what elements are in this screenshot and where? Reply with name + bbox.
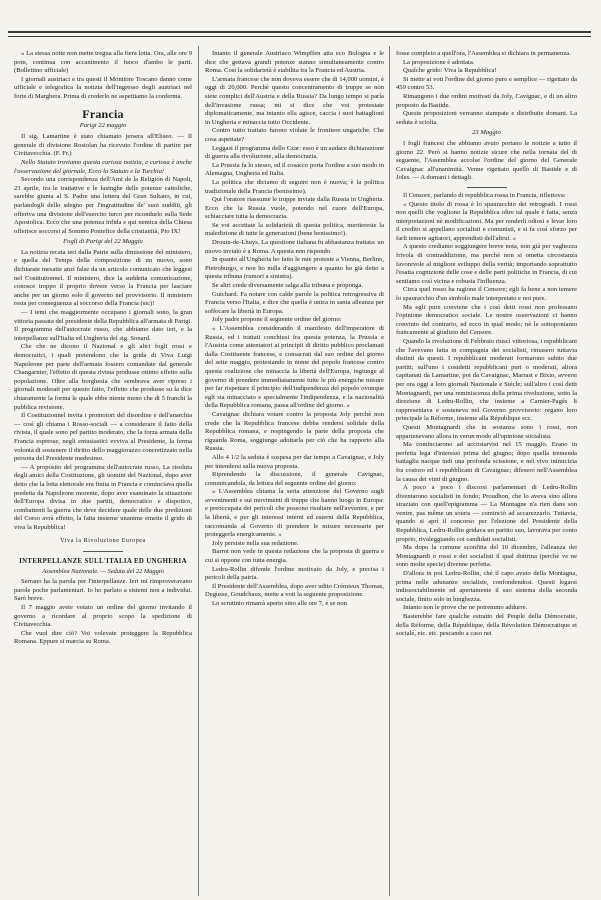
section-heading-francia: Francia — [82, 106, 124, 121]
paragraph: Nello Statuto troviamo questa curiosa notizia, e curiosa è anche l'osservazione del giornale, Ecco la Statuto e la Turchia! — [14, 158, 192, 175]
paragraph: Ma cominciarono ad accostarvisi nel 15 maggio. Erano in perfetta lega d'interessi prima del giugno; dopo quella tremenda battaglia nacque indi una profonda scissione, e nel vivo inimicizia fra costoro ed i repubblicani di Cavaignac; difesero nell'Assemblea la causa dei vinti di giugno. — [396, 441, 577, 483]
paragraph: Guichard. Fa notare con calde parole la politica retrogressiva di Francia verso l'Italia, e dice che quella è unica in santa alleanza per soffocare la libertà in Europa. — [205, 290, 384, 315]
paragraph: Se voi accettate la solidarietà di questa politica, meritereste la maledizione di tutte le generazioni (bene benissimo!). — [205, 221, 384, 238]
paragraph: Se altri crede diversamente salga alla tribuna e proponga. — [212, 282, 364, 290]
paragraph: Il Censore, parlando di repubblica rossa in Francia, riflettova: — [403, 191, 566, 199]
paragraph: Ma egli pure conviene che i così detti rossi non professano l'opinione democratico sociale. Le nostre osservazioni ci hanno convinto del contrario, ed ecco in qual modo; nè le sottoponiamo francamente al giudizio del Censore. — [396, 303, 577, 337]
divider — [83, 551, 123, 552]
paragraph: I giornali austriaci e tra questi il Monitore Toscano danno come ufficiale e telegrafica la notizia dell'ingresso degli austriaci nel forte di Marghera. Prima di crederlo ne aspettiamo la conferma. — [14, 75, 192, 100]
column-3 — [396, 50, 577, 896]
paragraph: Rimangono i due ordini motivati da Joly, Cavignac, e di un altro proposto da Bastide. — [396, 92, 577, 109]
paragraph: La Prussia fa lo stesso, ed il cosacco porta l'ordine a suo modo in Alemagna, Ungheria ed Italia. — [205, 161, 384, 178]
paragraph: Joly padre propone il seguente ordine del giorno: — [212, 316, 342, 324]
paragraph: Riprendendo la discussione, il generale Cavignac, comunicandola, da lettura del seguente ordine del giorno: — [205, 471, 384, 487]
paragraph: — I temi che maggiormente occupano i giornali sono, la gran vittoria passata del presidente della Repubblica all'armata di Parigi. Il programma dell'autocrate russo, che abbiamo dato ieri, e la interpellanze sull'Italia ed Ungheria del sig. Sonard. — [14, 309, 192, 342]
paragraph: Qui l'oratore riassume le truppe inviate dalla Russia in Ungheria. Ecco che la Russia vuole, potendo nel cuore dell'Europa, schiacciare tutta la democrazia. — [205, 196, 384, 221]
paragraph: Serrano ha la parola per l'interpellanze. Ieri mi rimproveravano parole poche parlamentari. Io ho parlato a sistemi non a individui. Sarò breve. — [14, 578, 192, 603]
paragraph: Il Costituzionnel invita i promotori del disordine e dell'anarchia — così gli chiama i Rosso-sociali — a considerare il fatto della rivista, il quale sono pel partito moderato, che la forza armata della Francia espresse, negli entusiastici evviva al Presidente, la ferma volontà di sostenere il diritto dello maggiorazzo concretizzato nella persona del Presidente medesimo. — [14, 412, 192, 463]
divider — [467, 187, 507, 188]
paragraph: Ledru-Rollin difende l'ordine motivato da Joly, e precisa i pericoli della patria. — [205, 565, 384, 582]
paragraph: Cavaignac dichiara votare contro la proposta Joly perchè non crede che la Repubblica francese debba rendersi solidale della Repubblica romana, e respingendo la parte della proposta che riguarda Roma, soggiunge adottarla per ciò che ha rapporto alla Russia. — [205, 410, 384, 453]
dateline: Parigi 22 maggio — [79, 121, 127, 129]
column-1 — [14, 50, 192, 896]
paragraph: Basterebbe fare qualche estratto del Peuple della Démocratie, della Réforme, della République, della Révolution Démocratique et sociale, etc. etc. pescando a caso nei — [396, 613, 577, 638]
paragraph: D'allora in poi Ledru-Rollin, chè il capo avuto della Montagna, prima nelle adunanze socialiste, confondendosi. Questi legarsi indissociabilmente ed apertamente il suo sistema della seconda sociale, finito solo in lunghezza. — [396, 570, 577, 603]
paragraph: Contro tutto trattato furono violate le frontiere ungariche. Che cosa aspettate? — [205, 127, 384, 143]
column-separator — [198, 46, 199, 896]
paragraph: Leggasi il programma dello Czar: esso è un audace dichiarazione di guerra alla rivoluzione, alla democrazia. — [205, 144, 384, 161]
paragraph: Barrot non vede in questa redazione che la proposta di guerra e cui si oppone con tutta energia. — [205, 548, 384, 565]
paragraph: Ma dopo la comune sconfitta del 10 dicembre, l'alleanza dei Montagnardi o rossi e dei socialisti il qual dottrina (perchè ve ne sono molte specie) divenne perfetta. — [396, 544, 577, 569]
paragraph: Allo 4 1/2 la seduta è sospesa per dar tempo a Cavaignac, e Joly per intendersi sulla nuova proposta. — [205, 453, 384, 470]
paragraph: Secondo una corrispondenza dell'Ami de la Religion di Napoli, 23 aprile, tra le trattative e le lusinghe delle potenze cattoliche, sarebbe giunta al S. Padre una lettera del Gran Sultano, in cui, parlandogli dello sdegno per l'ingratitudine de' suoi sudditi, gli offeriva una divisione dell'esercito turco per ricondurlo sulla Sede Apostolica. Ecco che una potenza infida e qui nemica della Chiesa offerisce soccorsi al Sommo Pontefice della cristianità, Pio IX! — [14, 176, 192, 235]
paragraph: La politica che diciamo di seguire non è nuova; è la politica tradizionale della Francia (benissimo). — [205, 178, 384, 195]
paragraph: I fogli francesi che abbiamo avuto portano le notizie a tutto il giorno 22. Però si hanno notizie sicure che nella tornata del di seguente, l'Assemblea accolse l'ordine del giorno del Generale Cavaignac all'unanimità. Venne rigettato quello di Bastide e di Joles. — A domani i dettagli. — [396, 139, 577, 182]
paragraph: — A proposito del programma dell'autocrate russo, La risoluta degli amici della Costituzione, gli uomini del Nazional, dopo aver detto che la lotta elettorale era finita in Francia e cominciava quella predetta da Napoleone morente, dopo aver esaminato la situazione dell'Europa divisa in due partiti, democratico e dispotico, combattenti la guerra che deve decidere quale delle due predizioni del Corso avrà effetto, la fatta insieme unanime emette il grido di viva la Repubblica! — [14, 463, 192, 531]
dateline: Fogli di Parigi del 22 Maggio — [63, 238, 143, 246]
paragraph: Qualche grido: Viva la Repubblica! — [403, 67, 497, 75]
closing-motto: Viva la Rivoluzione Europea — [60, 538, 146, 545]
column-separator — [389, 46, 390, 896]
paragraph: L'armata francese che non doveva essere che di 14,000 uomini, è oggi di 20,000. Perchè questo concentramento di truppe se non siete complici dell'Austria e della Russia? Da lungo tempo si parla dell'invasione russa; mi si dice che voi protestate diplomaticamente, ma intanto ella agisce, caccia i suoi battaglioni in Ungheria e minaccia tutto Occidente. — [205, 75, 384, 126]
session-line: Assemblea Nazionale. — Seduta del 22 Maggio — [42, 567, 164, 575]
paragraph: Circa quel rosso ha ragione il Censore; egli fa bene a non temere lo spauracchio d'un simbolo male interpretato e noi pure. — [396, 286, 577, 303]
paragraph: « L'Assemblea chiama la seria attenzione del Governo sugli avvenimenti e sui movimenti di truppe che hanno luogo in Europa: e preoccupata dei pericoli che possono risultare nell'avvenire, e per la libertà, e per gli interessi interni ed esterni della Repubblica, raccomanda al Governo di prendere le misure necessarie per proteggerla energicamente. » — [205, 488, 384, 539]
paragraph: Queste proposizioni verranno stampate e distribuite domani. La seduta è sciolta. — [396, 110, 577, 126]
paragraph: In quanto all'Ungheria ho fatto le mie proteste a Vienna, Berlino, Pietroburgo, e non ho nulla d'aggiungere a quanto ho già detto a questa tribuna (rumori a sinistra). — [205, 256, 384, 281]
paragraph: Il Presidente dell'Assemblea, dopo aver udito Crémieux Thomas, Degusse, Goudchaux, mette a voti la seguente proposizione. — [205, 582, 384, 599]
paragraph: fosse completo a quell'ora, l'Assemblea si dichiara in permanenza. — [396, 50, 571, 57]
top-rule-thin — [8, 36, 591, 37]
column-2 — [205, 50, 384, 896]
paragraph: Si mette ai voti l'ordine del giorno puro e semplice — rigettato da 459 contro 53. — [396, 75, 577, 92]
paragraph: Che vuol dire ciò? Voi volevate proteggere la Repubblica Romana. Eppure si marcia su Roma. — [14, 629, 192, 646]
top-rule — [8, 31, 591, 33]
paragraph: Drouin-de-Lhuys. La questione italiana fu abbastanza trattata: un nuovo inviato è a Roma. A questa non rispondo. — [205, 239, 384, 255]
section-heading-interpellanze: INTERPELLANZE SULL'ITALIA ED UNGHERIA — [19, 558, 187, 566]
paragraph: Questi Montagnardi che in sostanza sono i rossi, non appartenevano allora in verun modo all'opinione socialista. — [396, 423, 577, 440]
paragraph: « Questo titolo di rossa è lo spauracchio dei retrogradi. I rossi non quelli che vogliono la Repubblica oltre tal quale è fatta, senza interpretazioni nè modificazioni. Ma per renderli odiosi e levar loro il credito si appellano socialisti e comunisti, e si fa così sforzo per farli temere agitatori, apprendisti dell'altrui. » — [396, 200, 577, 242]
paragraph: Il 7 maggio avete votato un ordine del giorno invitando il governo a ricordare al proprio scopo la spedizione di Civitavecchia. — [14, 604, 192, 629]
paragraph: Che che ne dicono il Nazional e gli altri fogli rossi e democratici, i quali pretendono che la grida di Viva Luigi Napoleone per parte dell'armata fossero comandate dal generale Changarnier, l'effetto di questa rivista produsse ottimo effetto sulla popolazione. Oltre alla borghesia che sembrava aver ripreso i giornali moderati per questo fatto, l'effetto che produsse su la dice chiaramente la forma le quale ebbe niente meno che di 5 franchi la pubblica revisione. — [14, 343, 192, 411]
paragraph: A poco a poco i discorsi parlamentari di Ledru-Rollin diventarono socialisti in fondo; Proudhon, che lo aveva sino allora straziato con quell'epigramma — La Montagne n'a rien dans son ventre, pas même un souris — cominciò ad accarezzarlo. Tuttavia, quando si aprì il concorso per l'elezione del Presidente della Repubblica, Ledru-Rollin gridava un partito suo, lavorava per conto proprio, rivaleggiando coi candidati socialisti. — [396, 484, 577, 543]
paragraph: Intanto non le prove che ne potremmo addurre. — [403, 604, 528, 612]
paragraph: Intanto il generale Austriaco Wimpffen atta eco Bologna e le dice che gettava grandi potenze stanno simultaneamente contro Roma. Così la solidarietà è stabilita tra la Francia ed Austria. — [205, 50, 384, 75]
paragraph: Joly persiste nella sua redazione. — [212, 539, 299, 547]
paragraph: Lo scrutinio rimarrà aperto sino alle ore 7, e se non — [212, 600, 347, 607]
paragraph: « L'Assemblea considerando il manifesto dell'imperatore di Russia, ed i trattati conchiusi fra questa potenza, la Prussia e l'Austria come attentatori ai principii di diritto pubblico proclamati dalla Costituente francese, e consacrati dal suo ordine del giorno del sette maggio, protestando in nome del popolo francese contro questa coalizione che minaccia la libertà dell'Europa, ingiunge al governo di prendere immediatamente tutte le più energiche misure per far rispettare il principio dell'indipendenza del popolo ovunque egli sia minacciato e specialmente l'indipendenza, e la nazionalità della Repubblica romana, passa all'ordine del giorno. » — [205, 325, 384, 410]
paragraph: « La stessa notte non mette tregua alla fiera lotta. Ora, alle ore 9 pom, continua con accanimento il fuoco d'ambo le parti. (Bollettino ufficiale) — [14, 50, 192, 75]
paragraph: Il sig. Lamartine è stato chiamato jersera all'Eliseo. — Il generale di divisione Rostolan ha ricevuto l'ordine di partire per Civitavecchia. (F. Fr.) — [14, 133, 192, 158]
paragraph: La proposizione è adottata. — [403, 58, 475, 66]
paragraph: A questo crediamo soggiungere breve nota, non già per vaghezza frivola di contraddizione, ma perchè non si ometta circostanza favorevole al migliore sviluppo della verità; importando soprattutto l'esatta cognizione delle cose e delle parti politiche in Francia, di cui sentiamo così vicina e robusta l'influenza. — [396, 243, 577, 285]
dateline: 23 Maggio — [472, 129, 501, 137]
paragraph: La notizia recata ieri dalla Patrie sulla dimissione del ministero, e quella del Temps della composizione di un nuovo, sono dichiarate inesatte anzi false da un articolo comunicato che leggesi nel Costitutionnel. Il ministero, dice la suddetta comunicazione, conosce troppo il proprio dovere verso la Francia per lasciare anche per un giorno solo il governo nel provvisorio. Il ministero resta per conseguenza al soccorso della Francia (sic)! — [14, 248, 192, 308]
paragraph: Quando la rivoluzione di Febbraio riuscì vittoriosa, i repubblicani che l'avevano fatta in compagnia dei socialisti, rimasero tuttavia distinti da questi. I repubblicani moderati formarono subito due partiti; sull'uno i cosidetti repubblicani puri o moderati, aliora capitanati da Lamartine, poi da Cavaignac, Marrast e Bixio, avversi per ora oggi a loro giornali Nazionale e Siécle; sull'altro i così detti Montagnardi, per una reminiscenza della prima rivoluzione, sotto la direzione di Ledru-Rollin, che insieme a Carnier-Pagès li rappresentava e sosteneva nel Governo provvisorio: organo loro principale la Réforme, insieme alla République ecc. — [396, 338, 577, 423]
